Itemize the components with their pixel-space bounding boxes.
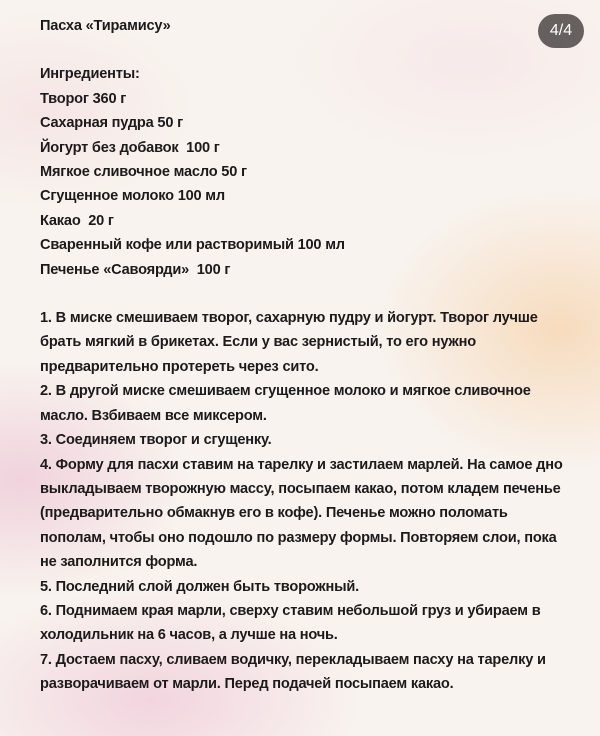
ingredients-list — [40, 87, 570, 282]
step-item: 3. Соединяем творог и сгущенку. — [40, 432, 272, 449]
ingredient-item: Йогурт без добавок 100 г — [40, 139, 220, 156]
recipe-title: Пасха «Тирамису» — [40, 18, 171, 34]
page-counter-badge: 4/4 — [538, 14, 584, 48]
ingredient-item: Какао 20 г — [40, 212, 114, 229]
ingredients-heading: Ингредиенты: — [40, 66, 140, 83]
step-item: 7. Достаем пасху, сливаем водичку, перекладываем пасху на тарелку и разворачиваем от марли. Перед подачей посыпаем какао. — [40, 651, 546, 693]
ingredient-item: Творог 360 г — [40, 90, 127, 107]
step-item: 6. Поднимаем края марли, сверху ставим небольшой груз и убираем в холодильник на 6 часов, а лучше на ночь. — [40, 602, 541, 644]
steps-list — [40, 306, 570, 697]
step-item: 2. В другой миске смешиваем сгущенное молоко и мягкое сливочное масло. Взбиваем все миксером. — [40, 383, 531, 424]
step-item: 5. Последний слой должен быть творожный. — [40, 578, 359, 595]
step-item: 4. Форму для пасхи ставим на тарелку и застилаем марлей. На самое дно выкладываем творожную массу, посыпаем какао, потом кладем печенье (предварительно обмакнув его в кофе). Печенье можно поломать пополам, чтобы оно подошло по размеру формы. Повторяем слои, пока не заполнится форма. — [40, 456, 563, 571]
ingredient-item: Печенье «Савоярди» 100 г — [40, 261, 231, 278]
ingredient-item: Мягкое сливочное масло 50 г — [40, 164, 247, 181]
ingredient-item: Сгущенное молоко 100 мл — [40, 188, 225, 205]
ingredient-item: Сахарная пудра 50 г — [40, 115, 183, 132]
ingredient-item: Сваренный кофе или растворимый 100 мл — [40, 237, 345, 254]
step-item: 1. В миске смешиваем творог, сахарную пудру и йогурт. Творог лучше брать мягкий в брикетах. Если у вас зернистый, то его нужно предварительно протереть через сито. — [40, 310, 538, 375]
recipe-text — [40, 14, 570, 697]
